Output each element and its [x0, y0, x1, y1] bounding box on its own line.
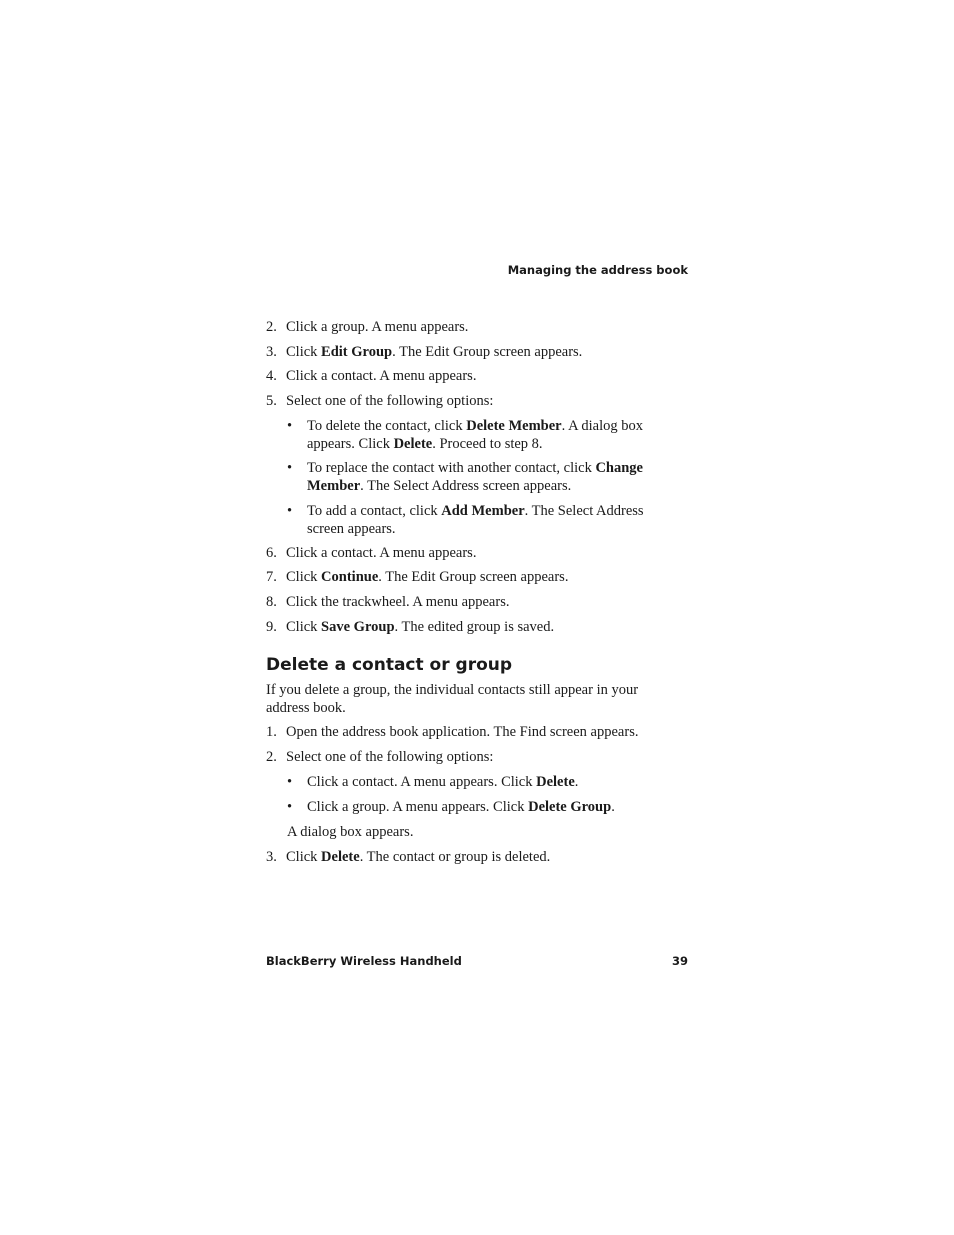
dialog-note: A dialog box appears.	[287, 824, 414, 840]
step-text: Select one of the following options:	[286, 749, 494, 765]
step-text: Click Edit Group. The Edit Group screen appears.	[286, 344, 583, 360]
step-number: 1.	[266, 724, 277, 740]
step-number: 5.	[266, 393, 277, 409]
footer-title: BlackBerry Wireless Handheld	[266, 954, 462, 968]
step-number: 2.	[266, 319, 277, 335]
page-footer	[266, 954, 688, 968]
bullet-icon: •	[287, 418, 293, 434]
bullet-icon: •	[287, 460, 293, 476]
step-text: Click a contact. A menu appears.	[286, 368, 477, 384]
step-text: Click a group. A menu appears.	[286, 319, 469, 335]
step-text: Click the trackwheel. A menu appears.	[286, 594, 510, 610]
step-text: Click Delete. The contact or group is deleted.	[286, 849, 551, 865]
step-number: 6.	[266, 545, 277, 561]
step-number: 9.	[266, 619, 277, 635]
page-number: 39	[671, 954, 688, 968]
bullet-icon: •	[287, 503, 293, 519]
section-intro: If you delete a group, the individual contacts still appear in your address book.	[266, 682, 639, 716]
step-number: 3.	[266, 849, 277, 865]
step-number: 3.	[266, 344, 277, 360]
step-text: Select one of the following options:	[286, 393, 494, 409]
step-text: Open the address book application. The Find screen appears.	[286, 724, 639, 740]
running-header: Managing the address book	[507, 263, 688, 277]
step-number: 7.	[266, 569, 277, 585]
step-text: Click Continue. The Edit Group screen appears.	[286, 569, 569, 585]
section-heading: Delete a contact or group	[266, 655, 513, 675]
step-number: 2.	[266, 749, 277, 765]
step-number: 4.	[266, 368, 277, 384]
step-text: Click a contact. A menu appears.	[286, 545, 477, 561]
step-number: 8.	[266, 594, 277, 610]
step-text: Click Save Group. The edited group is saved.	[286, 619, 555, 635]
bullet-icon: •	[287, 774, 293, 790]
bullet-icon: •	[287, 799, 293, 815]
